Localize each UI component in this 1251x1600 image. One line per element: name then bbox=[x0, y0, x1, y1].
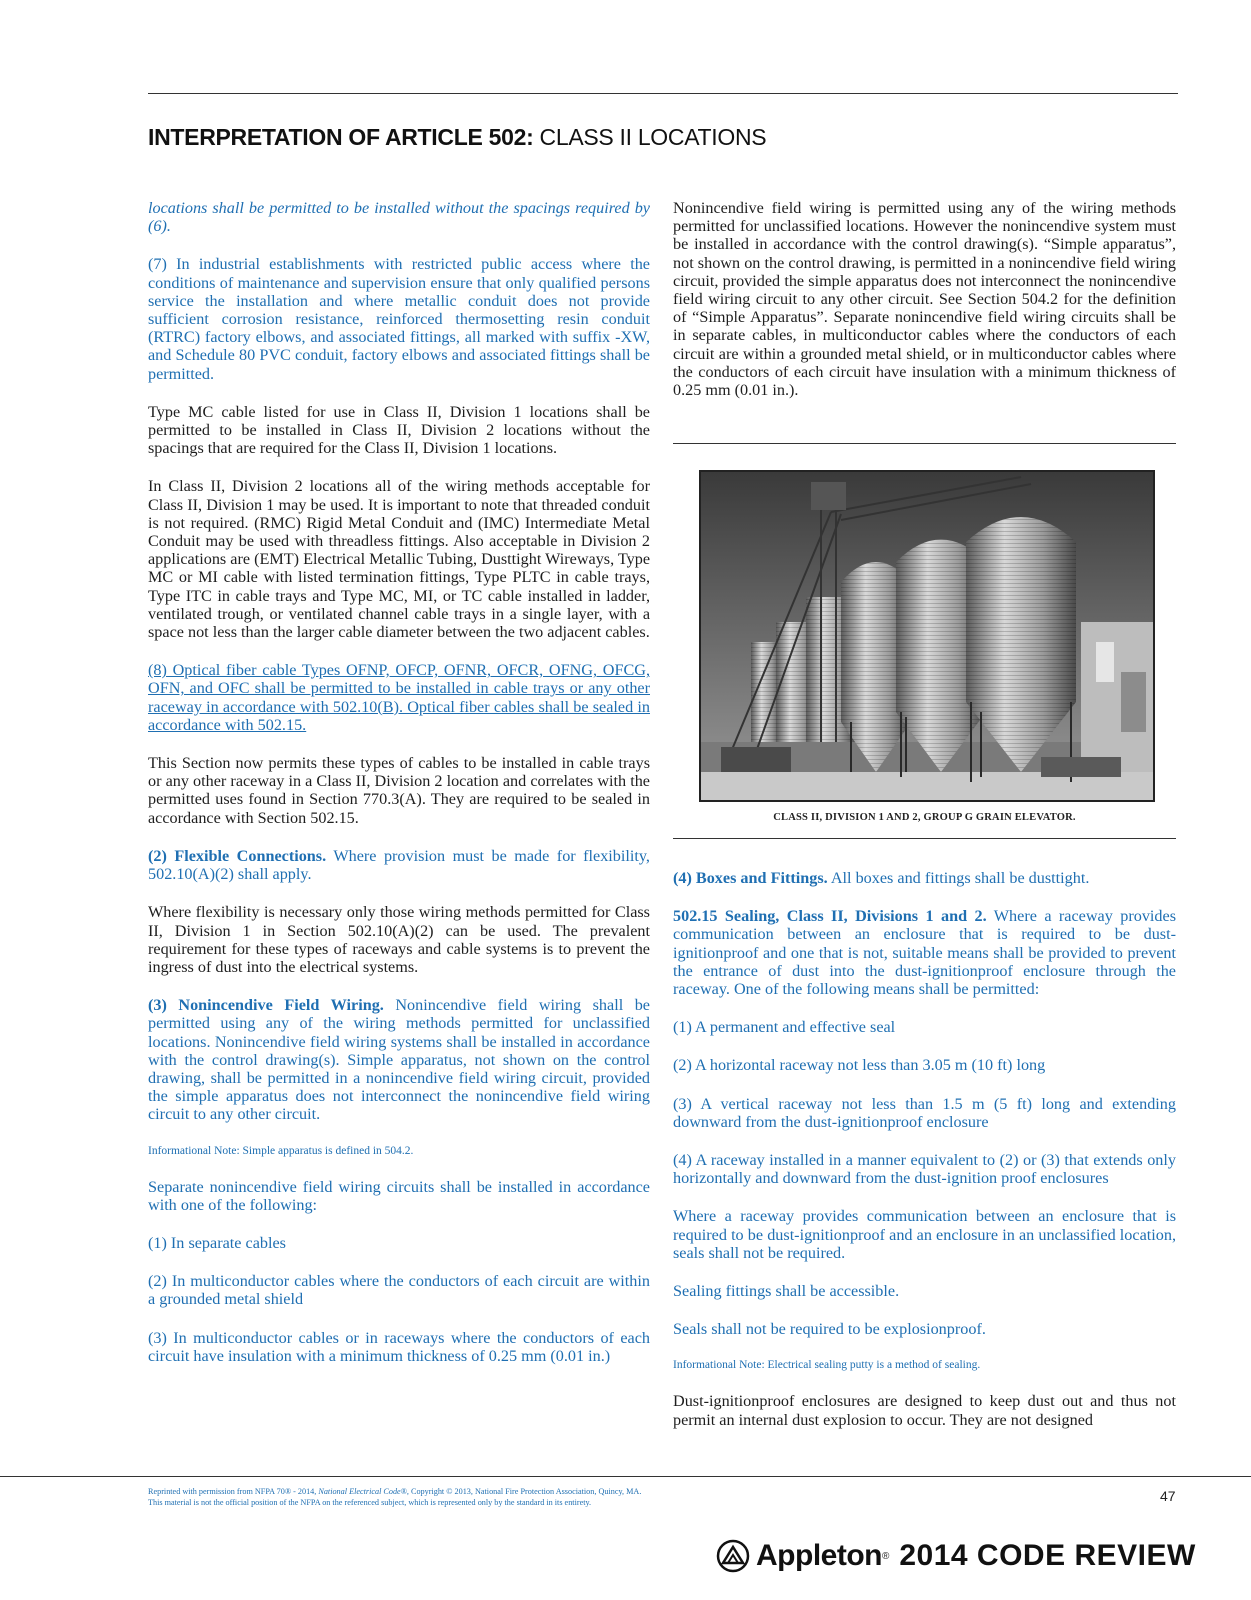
paragraph: Type MC cable listed for use in Class II, Division 1 locations shall be permitted to be installed in Class II, Division 2 locations without the spacings that are required for the Class II, Division 1 locations. bbox=[148, 402, 650, 458]
paragraph: Seals shall not be required to be explosionproof. bbox=[673, 1320, 986, 1339]
photo-top-rule bbox=[673, 443, 1176, 444]
paragraph: Where flexibility is necessary only those wiring methods permitted for Class II, Division 1 in Section 502.10(A)(2) can be used. The prevalent requirement for these types of raceways and cable systems is to prevent the ingress of dust into the electrical systems. bbox=[148, 903, 650, 976]
footnote-text: Reprinted with permission from NFPA 70® - 2014, bbox=[148, 1487, 319, 1496]
paragraph bbox=[673, 869, 1176, 887]
section-body: Where a raceway provides communication between an enclosure that is required to be dust-ignitionproof and one that is not, suitable means shall be provided to prevent the entrance of dust into the dust-ignitionproof enclosure through the raceway. One of the following means shall be permitted: bbox=[673, 907, 1176, 999]
grain-elevator-illustration bbox=[701, 472, 1153, 800]
left-column bbox=[148, 199, 650, 1385]
section-body: Nonincendive field wiring shall be permitted using any of the wiring methods permitted for unclassified locations. Nonincendive field wiring systems shall be installed in accordance with the control drawing(s). Simple apparatus, not shown on the control drawing, shall be permitted in a nonincendive field wiring circuit, provided the simple apparatus does not interconnect the nonincendive field wiring circuit to any other circuit. bbox=[148, 996, 650, 1124]
footer-rule bbox=[0, 1476, 1251, 1477]
photo-bottom-rule bbox=[673, 838, 1176, 839]
right-column-top bbox=[673, 199, 1176, 419]
section-body: Where provision must be made for flexibility, 502.10(A)(2) shall apply. bbox=[148, 846, 650, 884]
brand-name: Appleton bbox=[756, 1539, 882, 1572]
right-column-bottom bbox=[673, 869, 1176, 1449]
paragraph bbox=[148, 996, 650, 1123]
paragraph: (8) Optical fiber cable Types OFNP, OFCP, OFNR, OFCR, OFNG, OFCG, OFN, and OFC shall be permitted to be installed in cable trays or any other raceway in accordance with 502.10(B). Optical fiber cables shall be sealed in accordance with 502.15. bbox=[148, 661, 650, 734]
section-heading: (2) Flexible Connections. bbox=[148, 846, 327, 865]
footnote-line-2: This material is not the official position of the NFPA on the referenced subject, which is represented only by the standard in its entirety. bbox=[148, 1498, 592, 1507]
list-item: (1) A permanent and effective seal bbox=[673, 1018, 896, 1037]
copyright-footnote bbox=[148, 1486, 708, 1508]
paragraph: Dust-ignitionproof enclosures are designed to keep dust out and thus not permit an internal dust explosion to occur. They are not designed bbox=[673, 1392, 1176, 1429]
paragraph: In Class II, Division 2 locations all of the wiring methods acceptable for Class II, Division 1 may be used. It is important to note that threaded conduit is not required. (RMC) Rigid Metal Conduit and (IMC) Intermediate Metal Conduit may be used with threadless fittings. Also acceptable in Division 2 applications are (EMT) Electrical Metallic Tubing, Dusttight Wireways, Type MC or MI cable with listed termination fittings, Type PLTC in cable trays, Type ITC in cable trays and Type MC, MI, or TC cable installed in ladder, ventilated trough, or ventilated channel cable trays in a single layer, with a space not less than the larger cable diameter between the two adjacent cables. bbox=[148, 477, 651, 642]
title-light: CLASS II LOCATIONS bbox=[539, 124, 767, 150]
paragraph: Nonincendive field wiring is permitted using any of the wiring methods permitted for unclassified locations. However the nonincendive system must be installed in accordance with the control drawing(s). “Simple apparatus”, not shown on the control drawing, is permitted in a nonincendive field wiring circuit, provided the simple apparatus does not interconnect the nonincendive field wiring circuit to any other circuit. See Section 504.2 for the definition of “Simple Apparatus”. Separate nonincendive field wiring circuits shall be in separate cables, in multiconductor cables where the conductors of each circuit are within a grounded metal shield, or in multiconductor cables where the conductors of each circuit have insulation with a minimum thickness of 0.25 mm (0.01 in.). bbox=[673, 199, 1176, 400]
paragraph bbox=[148, 847, 650, 883]
list-item: (1) In separate cables bbox=[148, 1233, 286, 1252]
paragraph: Where a raceway provides communication between an enclosure that is required to be dust-ignitionproof and an enclosure in an unclassified location, seals shall not be required. bbox=[673, 1207, 1176, 1262]
footnote-line-1 bbox=[148, 1486, 708, 1497]
grain-elevator-photo bbox=[699, 470, 1155, 802]
section-heading: 502.15 Sealing, Class II, Divisions 1 and 2. bbox=[673, 907, 987, 926]
top-rule bbox=[148, 93, 1178, 94]
list-item: (3) In multiconductor cables or in raceways where the conductors of each circuit have insulation with a minimum thickness of 0.25 mm (0.01 in.) bbox=[148, 1328, 650, 1365]
section-heading: (4) Boxes and Fittings. bbox=[673, 869, 828, 887]
paragraph: Sealing fittings shall be accessible. bbox=[673, 1282, 900, 1301]
list-item: (2) A horizontal raceway not less than 3.05 m (10 ft) long bbox=[673, 1056, 1046, 1075]
paragraph: (7) In industrial establishments with restricted public access where the conditions of maintenance and supervision ensure that only qualified persons service the installation and where metallic conduit does not provide sufficient corrosion resistance, reinforced thermosetting resin conduit (RTRC) factory elbows, and associated fittings, all marked with suffix -XW, and Schedule 80 PVC conduit, factory elbows and associated fittings shall be permitted. bbox=[148, 255, 650, 383]
footnote-code-title: National Electrical Code® bbox=[318, 1487, 407, 1496]
page-number: 47 bbox=[1160, 1488, 1176, 1504]
page-title bbox=[148, 124, 766, 151]
footnote-text: , Copyright © 2013, National Fire Protection Association, Quincy, MA. bbox=[406, 1487, 642, 1496]
section-heading: (3) Nonincendive Field Wiring. bbox=[148, 996, 384, 1015]
list-item: (3) A vertical raceway not less than 1.5 m (5 ft) long and extending downward from the dust-ignitionproof enclosure bbox=[673, 1094, 1176, 1131]
informational-note: Informational Note: Simple apparatus is defined in 504.2. bbox=[148, 1144, 414, 1157]
informational-note: Informational Note: Electrical sealing putty is a method of sealing. bbox=[673, 1359, 981, 1372]
photo-caption: CLASS II, DIVISION 1 AND 2, GROUP G GRAIN ELEVATOR. bbox=[773, 812, 1076, 823]
paragraph: Separate nonincendive field wiring circuits shall be installed in accordance with one of the following: bbox=[148, 1177, 650, 1214]
paragraph bbox=[673, 907, 1176, 998]
paragraph: locations shall be permitted to be installed without the spacings required by (6). bbox=[148, 199, 650, 236]
appleton-logo-icon bbox=[716, 1539, 750, 1573]
brand-logo bbox=[716, 1536, 1196, 1576]
list-item: (2) In multiconductor cables where the conductors of each circuit are within a grounded metal shield bbox=[148, 1272, 650, 1309]
list-item: (4) A raceway installed in a manner equivalent to (2) or (3) that extends only horizontally and downward from the dust-ignition proof enclosures bbox=[673, 1151, 1176, 1188]
section-body: All boxes and fittings shall be dusttight. bbox=[827, 869, 1090, 887]
paragraph: This Section now permits these types of cables to be installed in cable trays or any other raceway in a Class II, Division 2 location and correlates with the permitted uses found in Section 770.3(A). They are required to be sealed in accordance with Section 502.15. bbox=[148, 754, 650, 827]
title-bold: INTERPRETATION OF ARTICLE 502: bbox=[148, 124, 534, 150]
brand-tagline: 2014 CODE REVIEW bbox=[899, 1539, 1196, 1572]
brand-registered-mark: ® bbox=[881, 1550, 890, 1562]
